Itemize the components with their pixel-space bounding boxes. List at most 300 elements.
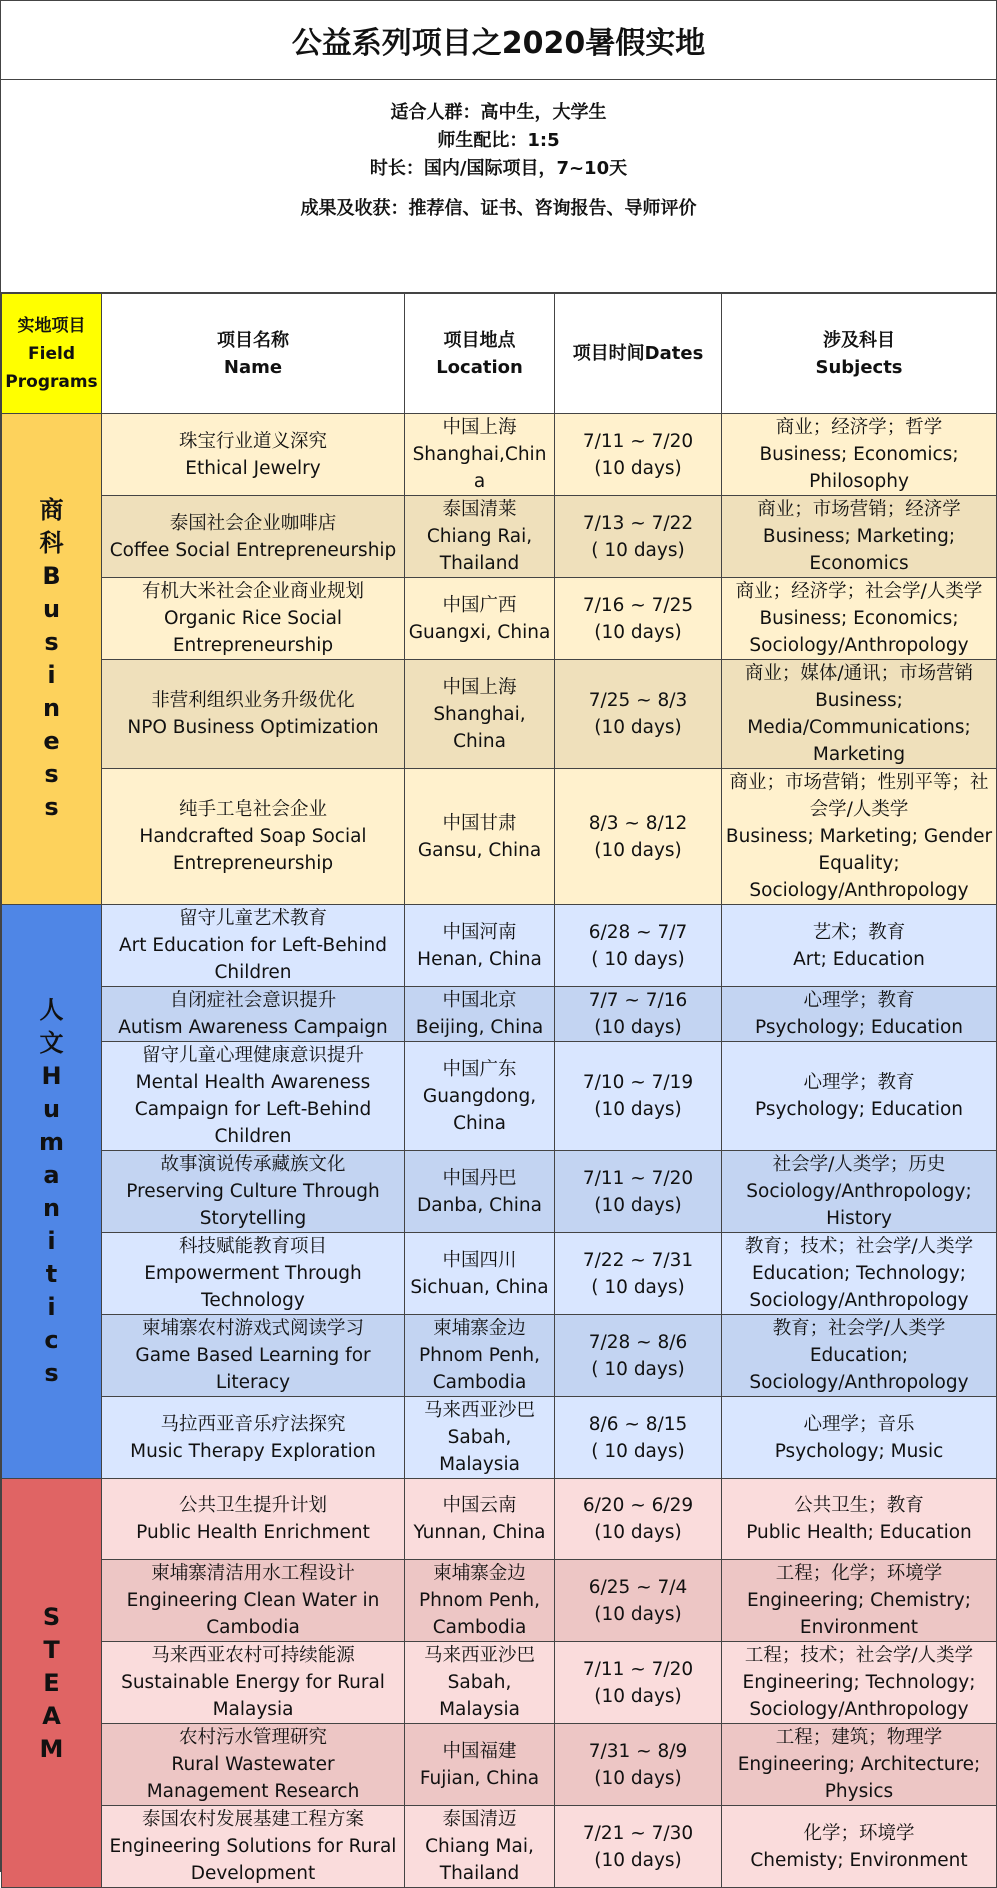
program-location-line: Guangxi, China bbox=[408, 621, 551, 643]
program-subjects-line: 工程；化学；环境学 bbox=[775, 1563, 943, 1584]
program-name-line: 柬埔寨清洁用水工程设计 bbox=[151, 1563, 355, 1584]
program-subjects-line: 心理学；音乐 bbox=[803, 1413, 915, 1435]
program-location-line: 柬埔寨金边 bbox=[433, 1318, 526, 1339]
program-location-line: Yunnan, China bbox=[413, 1522, 546, 1543]
program-dates-line: 6/25 ~ 7/4 bbox=[588, 1576, 688, 1598]
program-dates-line: (10 days) bbox=[594, 1522, 682, 1543]
program-subjects bbox=[722, 1560, 997, 1642]
program-location-line: Sabah, bbox=[447, 1672, 512, 1693]
program-location bbox=[405, 1397, 555, 1479]
program-subjects-line: Physics bbox=[824, 1781, 894, 1802]
table-row bbox=[2, 1560, 997, 1642]
table-row bbox=[2, 1806, 997, 1888]
program-dates bbox=[555, 1806, 722, 1888]
table-row bbox=[2, 905, 997, 987]
program-location bbox=[405, 1151, 555, 1233]
program-dates-line: 7/11 ~ 7/20 bbox=[582, 430, 694, 452]
table-row bbox=[2, 987, 997, 1042]
program-subjects-line: Business; Marketing; bbox=[762, 526, 956, 547]
program-name-line: 故事演说传承藏族文化 bbox=[160, 1154, 346, 1175]
program-subjects-line: Sociology/Anthropology bbox=[749, 1290, 969, 1311]
table-row bbox=[2, 496, 997, 578]
program-location-line: 中国北京 bbox=[442, 990, 517, 1011]
program-dates bbox=[555, 1560, 722, 1642]
program-location bbox=[405, 1560, 555, 1642]
category-letter: s bbox=[44, 793, 59, 821]
program-dates-line: ( 10 days) bbox=[591, 948, 685, 970]
category-steam bbox=[2, 1479, 102, 1888]
outcomes-text: 成果及收获：推荐信、证书、咨询报告、导师评价 bbox=[300, 198, 697, 219]
dates-header: 项目时间Dates bbox=[555, 294, 722, 414]
program-dates-line: 7/10 ~ 7/19 bbox=[582, 1072, 694, 1093]
program-subjects bbox=[722, 1315, 997, 1397]
program-dates bbox=[555, 987, 722, 1042]
program-subjects-line: Media/Communications; bbox=[747, 717, 971, 738]
program-subjects-line: 商业；市场营销；经济学 bbox=[757, 499, 961, 520]
category-humanities bbox=[2, 905, 102, 1479]
program-location-line: 马来西亚沙巴 bbox=[423, 1645, 535, 1666]
info-section bbox=[1, 80, 996, 293]
program-dates-line: 8/6 ~ 8/15 bbox=[588, 1413, 688, 1435]
program-location bbox=[405, 660, 555, 769]
program-subjects-line: 心理学；教育 bbox=[803, 1072, 915, 1093]
category-letter: T bbox=[43, 1635, 60, 1664]
program-dates-line: 7/22 ~ 7/31 bbox=[582, 1249, 694, 1271]
category-letter: 文 bbox=[39, 1028, 64, 1057]
program-location-line: Chiang Mai, bbox=[425, 1836, 534, 1857]
category-letter: t bbox=[45, 1259, 58, 1288]
program-subjects-line: 教育；技术；社会学/人类学 bbox=[744, 1236, 974, 1257]
program-name-line: 马来西亚农村可持续能源 bbox=[151, 1645, 355, 1666]
program-name-line: Public Health Enrichment bbox=[136, 1522, 370, 1543]
table-row bbox=[2, 1315, 997, 1397]
program-subjects-line: Economics bbox=[809, 553, 909, 574]
program-name bbox=[102, 578, 405, 660]
program-subjects-line: 商业；经济学；社会学/人类学 bbox=[735, 581, 983, 602]
program-subjects bbox=[722, 496, 997, 578]
program-location-line: Phnom Penh, bbox=[418, 1590, 541, 1611]
program-name-line: Storytelling bbox=[199, 1208, 307, 1229]
program-dates-line: ( 10 days) bbox=[591, 1276, 685, 1298]
program-location bbox=[405, 1479, 555, 1560]
program-subjects-line: Sociology/Anthropology bbox=[749, 1372, 969, 1393]
program-location-line: Thailand bbox=[439, 553, 520, 574]
program-dates-line: 7/21 ~ 7/30 bbox=[582, 1822, 694, 1844]
program-name-line: 科技赋能教育项目 bbox=[178, 1236, 327, 1257]
program-subjects bbox=[722, 414, 997, 496]
program-subjects-line: Sociology/Anthropology; bbox=[746, 1181, 972, 1202]
program-dates-line: (10 days) bbox=[594, 1017, 682, 1038]
program-name-line: Literacy bbox=[215, 1372, 291, 1393]
program-location-line: 泰国清迈 bbox=[442, 1809, 517, 1830]
program-location-line: 中国广西 bbox=[442, 594, 517, 616]
program-dates bbox=[555, 769, 722, 905]
category-letter: i bbox=[47, 1226, 56, 1255]
program-name-line: Cambodia bbox=[206, 1617, 300, 1638]
program-location-line: Phnom Penh, bbox=[418, 1345, 541, 1366]
program-dates-line: 6/20 ~ 6/29 bbox=[582, 1495, 694, 1516]
program-location bbox=[405, 1315, 555, 1397]
programs-table bbox=[1, 293, 997, 1888]
program-subjects bbox=[722, 1042, 997, 1151]
program-location-line: China bbox=[453, 1112, 506, 1134]
category-letter: s bbox=[44, 1358, 59, 1387]
program-location-line: 中国上海 bbox=[442, 417, 517, 438]
category-letter: u bbox=[42, 595, 61, 623]
program-subjects bbox=[722, 905, 997, 987]
program-subjects-line: 工程；建筑；物理学 bbox=[775, 1727, 943, 1748]
program-location-line: Malaysia bbox=[439, 1454, 520, 1475]
program-subjects-line: 艺术；教育 bbox=[812, 921, 906, 943]
program-subjects bbox=[722, 769, 997, 905]
program-subjects-line: 会学/人类学 bbox=[809, 799, 909, 820]
program-subjects-line: 心理学；教育 bbox=[803, 990, 915, 1011]
program-location-line: Danba, China bbox=[417, 1194, 542, 1216]
program-subjects bbox=[722, 1479, 997, 1560]
program-name bbox=[102, 1151, 405, 1233]
program-location-line: 马来西亚沙巴 bbox=[423, 1400, 535, 1421]
program-dates-line: (10 days) bbox=[594, 1603, 682, 1625]
program-dates-line: 7/11 ~ 7/20 bbox=[582, 1658, 694, 1680]
program-dates-line: 8/3 ~ 8/12 bbox=[588, 812, 688, 834]
category-letter: n bbox=[42, 1193, 61, 1222]
table-row bbox=[2, 1642, 997, 1724]
program-name bbox=[102, 905, 405, 987]
table-row bbox=[2, 769, 997, 905]
program-location-line: 中国四川 bbox=[442, 1249, 517, 1271]
table-row bbox=[2, 1151, 997, 1233]
subjects-header: 涉及科目 Subjects bbox=[722, 294, 997, 414]
program-dates bbox=[555, 1724, 722, 1806]
program-location-line: 柬埔寨金边 bbox=[433, 1563, 526, 1584]
program-name-line: 马拉西亚音乐疗法探究 bbox=[160, 1413, 346, 1435]
program-dates-line: 7/25 ~ 8/3 bbox=[588, 690, 688, 711]
program-subjects bbox=[722, 578, 997, 660]
program-dates-line: 7/28 ~ 8/6 bbox=[588, 1331, 688, 1353]
program-location-line: China bbox=[453, 730, 506, 752]
category-letter: s bbox=[44, 628, 59, 656]
program-name-line: Management Research bbox=[146, 1781, 360, 1802]
program-subjects bbox=[722, 1233, 997, 1315]
category-letter: m bbox=[38, 1127, 64, 1156]
program-name bbox=[102, 1724, 405, 1806]
program-location bbox=[405, 905, 555, 987]
location-header: 项目地点 Location bbox=[405, 294, 555, 414]
table-row bbox=[2, 1479, 997, 1560]
program-location bbox=[405, 578, 555, 660]
program-subjects-line: 公共卫生；教育 bbox=[794, 1495, 924, 1516]
program-subjects-line: 工程；技术；社会学/人类学 bbox=[744, 1645, 974, 1666]
table-header-row bbox=[2, 294, 997, 414]
program-subjects-line: 商业；市场营销；性别平等；社 bbox=[729, 772, 989, 793]
program-subjects-line: Engineering; Architecture; bbox=[737, 1754, 981, 1775]
program-dates-line: (10 days) bbox=[594, 1099, 682, 1120]
program-subjects-line: Art; Education bbox=[793, 948, 925, 970]
program-location-line: Shanghai,Chin bbox=[412, 444, 547, 465]
program-name-line: Game Based Learning for bbox=[135, 1345, 371, 1366]
program-dates-line: ( 10 days) bbox=[591, 1358, 685, 1380]
program-subjects-line: Philosophy bbox=[809, 471, 909, 492]
category-letter: a bbox=[43, 1160, 60, 1189]
category-letter: 商 bbox=[39, 496, 64, 524]
category-business bbox=[2, 414, 102, 905]
program-subjects bbox=[722, 660, 997, 769]
program-dates bbox=[555, 1042, 722, 1151]
category-letter: i bbox=[47, 661, 56, 689]
program-subjects-line: Sociology/Anthropology bbox=[749, 880, 969, 901]
program-dates bbox=[555, 1642, 722, 1724]
program-name-line: 自闭症社会意识提升 bbox=[169, 990, 337, 1011]
category-letter: n bbox=[42, 694, 61, 722]
table-body bbox=[2, 414, 997, 1888]
category-letter: B bbox=[42, 562, 61, 590]
program-location-line: Sabah, bbox=[447, 1427, 512, 1448]
program-subjects-line: 化学；环境学 bbox=[803, 1822, 915, 1844]
program-name-line: Preserving Culture Through bbox=[126, 1181, 380, 1202]
program-location-line: 中国广东 bbox=[442, 1058, 517, 1080]
program-location bbox=[405, 1724, 555, 1806]
program-subjects-line: Education; Technology; bbox=[751, 1263, 967, 1284]
program-subjects-line: Psychology; Education bbox=[755, 1017, 963, 1038]
program-dates-line: 7/13 ~ 7/22 bbox=[582, 512, 694, 534]
program-name-line: Handcrafted Soap Social bbox=[139, 826, 367, 847]
program-location bbox=[405, 1806, 555, 1888]
program-location bbox=[405, 1042, 555, 1151]
program-location bbox=[405, 496, 555, 578]
program-location-line: Thailand bbox=[439, 1863, 520, 1884]
program-dates-line: (10 days) bbox=[594, 1767, 682, 1789]
program-name-line: Organic Rice Social bbox=[163, 608, 343, 629]
program-name-line: 公共卫生提升计划 bbox=[178, 1495, 327, 1516]
program-name-line: Engineering Solutions for Rural bbox=[109, 1836, 397, 1857]
program-name-line: Autism Awareness Campaign bbox=[118, 1017, 388, 1038]
program-subjects bbox=[722, 1724, 997, 1806]
program-location-line: 中国河南 bbox=[442, 921, 517, 943]
category-letter: s bbox=[44, 760, 59, 788]
program-subjects-line: Business; bbox=[815, 690, 903, 711]
program-location-line: 泰国清莱 bbox=[442, 499, 517, 520]
table-row bbox=[2, 414, 997, 496]
program-subjects-line: Public Health; Education bbox=[746, 1522, 972, 1543]
program-dates-line: 7/16 ~ 7/25 bbox=[582, 594, 694, 616]
program-dates bbox=[555, 1151, 722, 1233]
program-dates-line: ( 10 days) bbox=[591, 1440, 685, 1462]
program-subjects-line: Education; bbox=[809, 1345, 909, 1366]
program-subjects bbox=[722, 987, 997, 1042]
category-letter: H bbox=[41, 1061, 62, 1090]
category-letter: M bbox=[39, 1734, 64, 1763]
program-name-line: Children bbox=[214, 962, 292, 983]
program-subjects-line: Engineering; Technology; bbox=[742, 1672, 976, 1693]
program-location-line: Henan, China bbox=[417, 948, 542, 970]
program-name-line: Rural Wastewater bbox=[171, 1754, 335, 1775]
program-subjects-line: Psychology; Music bbox=[774, 1440, 944, 1462]
program-subjects-line: Equality; bbox=[818, 853, 900, 874]
program-name bbox=[102, 769, 405, 905]
duration-text: 时长：国内/国际项目，7~10天 bbox=[369, 158, 628, 179]
program-subjects-line: Business; Economics; bbox=[759, 444, 959, 465]
program-location bbox=[405, 987, 555, 1042]
program-name-line: Children bbox=[214, 1126, 292, 1147]
program-subjects-line: Sociology/Anthropology bbox=[749, 635, 969, 656]
program-name-line: Empowerment Through bbox=[144, 1263, 362, 1284]
program-location-line: Fujian, China bbox=[419, 1767, 540, 1789]
program-subjects-line: Environment bbox=[799, 1617, 919, 1638]
program-dates-line: ( 10 days) bbox=[591, 539, 685, 561]
program-name-line: 纯手工皂社会企业 bbox=[178, 799, 327, 820]
program-dates bbox=[555, 414, 722, 496]
page-title: 公益系列项目之2020暑假实地 bbox=[1, 1, 996, 80]
program-dates-line: (10 days) bbox=[594, 621, 682, 643]
table-row bbox=[2, 660, 997, 769]
program-subjects-line: History bbox=[826, 1208, 892, 1229]
program-name-line: 留守儿童艺术教育 bbox=[178, 908, 327, 929]
program-subjects-line: Psychology; Education bbox=[755, 1099, 963, 1120]
program-name-line: Sustainable Energy for Rural bbox=[121, 1672, 385, 1693]
program-subjects-line: Marketing bbox=[812, 744, 906, 765]
program-subjects bbox=[722, 1151, 997, 1233]
program-location-line: 中国上海 bbox=[442, 676, 517, 698]
program-subjects-line: Engineering; Chemistry; bbox=[747, 1590, 971, 1611]
program-location-line: Malaysia bbox=[439, 1699, 520, 1720]
program-name-line: 有机大米社会企业商业规划 bbox=[141, 581, 364, 602]
program-dates-line: (10 days) bbox=[594, 1849, 682, 1871]
program-name-line: Development bbox=[190, 1863, 316, 1884]
program-location-line: 中国福建 bbox=[442, 1740, 517, 1762]
program-name-line: Malaysia bbox=[212, 1699, 294, 1720]
program-name-line: Engineering Clean Water in bbox=[126, 1590, 380, 1611]
program-name-line: Coffee Social Entrepreneurship bbox=[109, 539, 397, 561]
program-name bbox=[102, 987, 405, 1042]
program-location-line: Sichuan, China bbox=[410, 1276, 549, 1298]
program-name-line: Campaign for Left-Behind bbox=[134, 1099, 372, 1120]
program-subjects-line: Sociology/Anthropology bbox=[749, 1699, 969, 1720]
program-location-line: Cambodia bbox=[432, 1617, 527, 1638]
program-subjects-line: Business; Economics; bbox=[759, 608, 959, 629]
program-name-line: Art Education for Left-Behind bbox=[119, 935, 387, 956]
category-letter: c bbox=[44, 1325, 59, 1354]
category-letter: 科 bbox=[39, 529, 64, 557]
program-name bbox=[102, 1397, 405, 1479]
table-row bbox=[2, 1042, 997, 1151]
program-location-line: Gansu, China bbox=[417, 839, 542, 861]
program-subjects-line: 商业；媒体/通讯；市场营销 bbox=[744, 663, 974, 684]
program-dates-line: 6/28 ~ 7/7 bbox=[588, 921, 688, 943]
program-dates bbox=[555, 1315, 722, 1397]
program-name-line: NPO Business Optimization bbox=[127, 717, 379, 738]
program-dates-line: (10 days) bbox=[594, 839, 682, 861]
program-location-line: 中国丹巴 bbox=[442, 1167, 517, 1189]
category-letter: E bbox=[43, 1668, 60, 1697]
program-name bbox=[102, 496, 405, 578]
program-dates-line: 7/7 ~ 7/16 bbox=[588, 990, 688, 1011]
category-letter: A bbox=[42, 1701, 61, 1730]
program-location-line: Shanghai, bbox=[433, 703, 526, 725]
program-dates-line: (10 days) bbox=[594, 1685, 682, 1707]
program-subjects bbox=[722, 1642, 997, 1724]
program-name-line: Entrepreneurship bbox=[172, 853, 334, 874]
program-name bbox=[102, 1479, 405, 1560]
program-dates bbox=[555, 578, 722, 660]
program-name-line: Mental Health Awareness bbox=[135, 1072, 371, 1093]
program-name bbox=[102, 1642, 405, 1724]
category-letter: 人 bbox=[39, 995, 64, 1024]
program-location-line: a bbox=[473, 471, 486, 492]
table-row bbox=[2, 1724, 997, 1806]
program-name-line: Entrepreneurship bbox=[172, 635, 334, 656]
program-subjects bbox=[722, 1806, 997, 1888]
program-dates bbox=[555, 496, 722, 578]
program-name-line: 农村污水管理研究 bbox=[178, 1727, 327, 1748]
program-location-line: 中国甘肃 bbox=[442, 812, 517, 834]
program-dates bbox=[555, 1479, 722, 1560]
program-name bbox=[102, 1042, 405, 1151]
program-subjects bbox=[722, 1397, 997, 1479]
category-letter: e bbox=[43, 727, 60, 755]
program-location-line: 中国云南 bbox=[442, 1495, 517, 1516]
category-letter: i bbox=[47, 1292, 56, 1321]
program-name bbox=[102, 1233, 405, 1315]
program-dates-line: (10 days) bbox=[594, 1194, 682, 1216]
program-location bbox=[405, 1233, 555, 1315]
table-row bbox=[2, 578, 997, 660]
program-dates-line: 7/11 ~ 7/20 bbox=[582, 1167, 694, 1189]
program-name-line: Music Therapy Exploration bbox=[130, 1440, 376, 1462]
program-location-line: Chiang Rai, bbox=[426, 526, 533, 547]
program-name bbox=[102, 660, 405, 769]
program-location bbox=[405, 769, 555, 905]
program-subjects-line: Chemisty; Environment bbox=[750, 1849, 968, 1871]
program-name-line: Ethical Jewelry bbox=[185, 457, 321, 479]
table-row bbox=[2, 1233, 997, 1315]
category-letter: u bbox=[42, 1094, 61, 1123]
program-subjects-line: 教育；社会学/人类学 bbox=[772, 1318, 946, 1339]
program-name bbox=[102, 414, 405, 496]
table-row bbox=[2, 1397, 997, 1479]
program-dates bbox=[555, 1397, 722, 1479]
program-name bbox=[102, 1315, 405, 1397]
program-dates bbox=[555, 905, 722, 987]
program-dates bbox=[555, 660, 722, 769]
program-dates-line: 7/31 ~ 8/9 bbox=[588, 1740, 688, 1762]
program-subjects-line: 商业；经济学；哲学 bbox=[775, 417, 943, 438]
program-location bbox=[405, 1642, 555, 1724]
program-name-line: 泰国农村发展基建工程方案 bbox=[141, 1809, 364, 1830]
program-location bbox=[405, 414, 555, 496]
program-dates bbox=[555, 1233, 722, 1315]
audience-text: 适合人群：高中生，大学生 bbox=[390, 102, 607, 123]
program-name-line: 留守儿童心理健康意识提升 bbox=[141, 1045, 364, 1066]
program-dates-line: (10 days) bbox=[594, 717, 682, 738]
program-location-line: Beijing, China bbox=[415, 1017, 544, 1038]
program-subjects-line: Business; Marketing; Gender bbox=[725, 826, 993, 847]
category-letter: S bbox=[42, 1602, 61, 1631]
program-location-line: Guangdong, bbox=[422, 1085, 537, 1107]
program-name-line: 泰国社会企业咖啡店 bbox=[169, 512, 337, 534]
program-name-line: 非营利组织业务升级优化 bbox=[151, 690, 355, 711]
program-name bbox=[102, 1560, 405, 1642]
program-location-line: Cambodia bbox=[432, 1372, 527, 1393]
program-subjects-line: 社会学/人类学；历史 bbox=[772, 1154, 946, 1175]
program-name-line: 珠宝行业道义深究 bbox=[178, 430, 327, 452]
program-dates-line: (10 days) bbox=[594, 457, 682, 479]
program-name-line: Technology bbox=[201, 1290, 305, 1311]
ratio-text: 师生配比：1:5 bbox=[437, 130, 560, 151]
program-name-line: 柬埔寨农村游戏式阅读学习 bbox=[141, 1318, 364, 1339]
name-header: 项目名称 Name bbox=[102, 294, 405, 414]
program-name bbox=[102, 1806, 405, 1888]
field-programs-header: 实地项目 Field Programs bbox=[2, 294, 102, 414]
